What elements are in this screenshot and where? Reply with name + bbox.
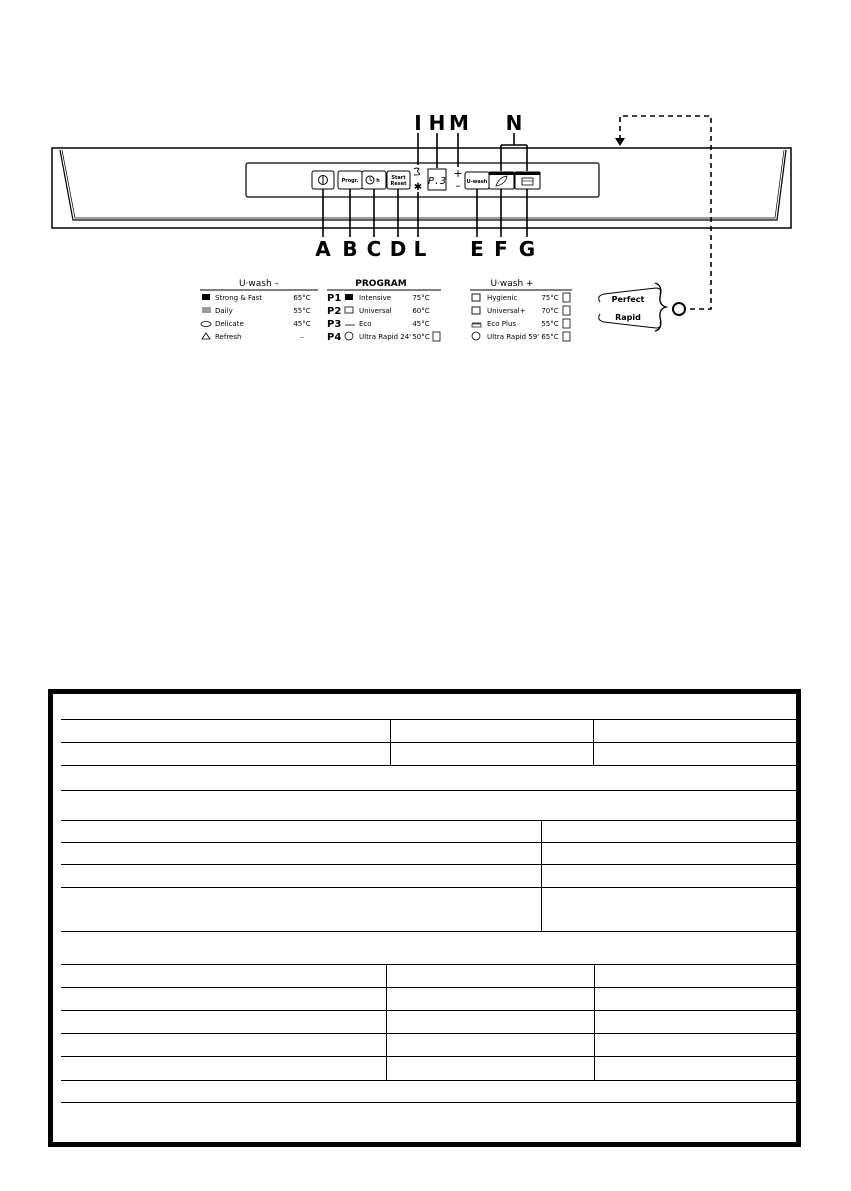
callout-f: F [494, 237, 508, 261]
uwash-minus-temp-4: – [300, 333, 304, 341]
table-row [61, 1010, 796, 1011]
program-temp-4: 50°C [412, 333, 430, 341]
program-temp-3: 45°C [412, 320, 430, 328]
perfect-rapid-graphic [599, 283, 685, 331]
legend-program [327, 279, 441, 343]
display-readout: P.3 [427, 176, 447, 187]
callout-m: M [449, 111, 469, 135]
program-name-1: Intensive [359, 294, 392, 302]
eco-plus-icon [472, 323, 481, 327]
table-row [61, 887, 796, 888]
table-row [61, 987, 796, 988]
uwash-button-label: U-wash [466, 179, 488, 185]
pot-outline-icon [345, 307, 353, 313]
table-row [61, 1056, 796, 1057]
callout-i: I [414, 111, 422, 135]
hygienic-icon [472, 294, 480, 301]
table-row [61, 1102, 796, 1103]
table-column [386, 964, 387, 1080]
table-row [61, 931, 796, 932]
program-name-3: Eco [359, 320, 372, 328]
program-name-4: Ultra Rapid 24' [359, 333, 412, 341]
program-temp-1: 75°C [412, 294, 430, 302]
uwash-minus-name-2: Daily [215, 307, 233, 315]
shower-icon [202, 333, 210, 339]
uwash-minus-temp-2: 55°C [293, 307, 311, 315]
half-load-icon [433, 332, 440, 341]
pot-icon [202, 294, 210, 300]
uwash-plus-name-2: Universal+ [487, 307, 526, 315]
svg-text:✱: ✱ [413, 182, 423, 193]
uwash-minus-temp-1: 65°C [293, 294, 311, 302]
uwash-plus-temp-4: 65°C [541, 333, 559, 341]
callout-a: A [315, 237, 331, 261]
legend-uwash-plus [470, 279, 572, 341]
reset-label: Reset [390, 181, 407, 187]
uwash-minus-name-1: Strong & Fast [215, 294, 263, 302]
table-row [61, 719, 796, 720]
pot-icon [345, 294, 353, 300]
legend-uwash-minus [200, 279, 318, 341]
rapid-label: Rapid [615, 313, 641, 322]
empty-table [48, 689, 801, 1147]
callout-e: E [470, 237, 484, 261]
program-code-2: P2 [327, 306, 342, 317]
half-load-icons [563, 293, 570, 341]
program-temp-2: 60°C [412, 307, 430, 315]
rapid-icon [345, 332, 353, 340]
table-row [61, 1080, 796, 1081]
glass-icon [201, 322, 211, 327]
callout-n: N [505, 111, 523, 135]
legend-uwash-minus-title: U·wash – [238, 279, 280, 289]
perfect-label: Perfect [611, 295, 645, 304]
table-column [541, 820, 542, 931]
legend-uwash-plus-title: U·wash + [490, 279, 534, 289]
table-row [61, 742, 796, 743]
uwash-plus-name-1: Hygienic [487, 294, 518, 302]
table-row [61, 842, 796, 843]
table-row [61, 864, 796, 865]
program-code-3: P3 [327, 319, 342, 330]
table-row [61, 820, 796, 821]
callout-b: B [342, 237, 358, 261]
uwash-minus-name-3: Delicate [215, 320, 244, 328]
button-row [312, 167, 540, 193]
rinse-aid-indicator-icon [414, 182, 422, 193]
callout-d: D [389, 237, 407, 261]
program-name-2: Universal [359, 307, 392, 315]
uwash-plus-name-4: Ultra Rapid 59' [487, 333, 540, 341]
callout-g: G [518, 237, 536, 261]
callout-h: H [428, 111, 446, 135]
table-row [61, 1033, 796, 1034]
legend-program-title: PROGRAM [355, 279, 407, 289]
table-column [390, 719, 391, 765]
callout-l: L [413, 237, 427, 261]
selector-circle-icon [673, 303, 685, 315]
uwash-plus-temp-2: 70°C [541, 307, 559, 315]
uwash-minus-name-4: Refresh [215, 333, 242, 341]
lines-icon [202, 308, 211, 312]
uwash-minus-temp-3: 45°C [293, 320, 311, 328]
program-code-4: P4 [327, 332, 342, 343]
start-label: Start [391, 175, 406, 181]
uwash-plus-temp-1: 75°C [541, 294, 559, 302]
table-column [594, 964, 595, 1080]
table-row [61, 765, 796, 766]
uwash-plus-name-3: Eco Plus [487, 320, 517, 328]
callout-c: C [366, 237, 382, 261]
dashed-connector [620, 116, 711, 309]
universal-plus-icon [472, 307, 480, 314]
minus-symbol: – [455, 179, 461, 192]
table-row [61, 964, 796, 965]
table-column [593, 719, 594, 765]
delay-label: h [376, 178, 380, 184]
plus-symbol: + [453, 167, 463, 180]
program-code-1: P1 [327, 293, 342, 304]
uwash-plus-temp-3: 55°C [541, 320, 559, 328]
rapid-icon [472, 332, 480, 340]
arrow-down-icon [615, 138, 625, 146]
program-button-label: Progr. [341, 178, 359, 184]
table-row [61, 790, 796, 791]
salt-indicator-icon [414, 168, 420, 175]
